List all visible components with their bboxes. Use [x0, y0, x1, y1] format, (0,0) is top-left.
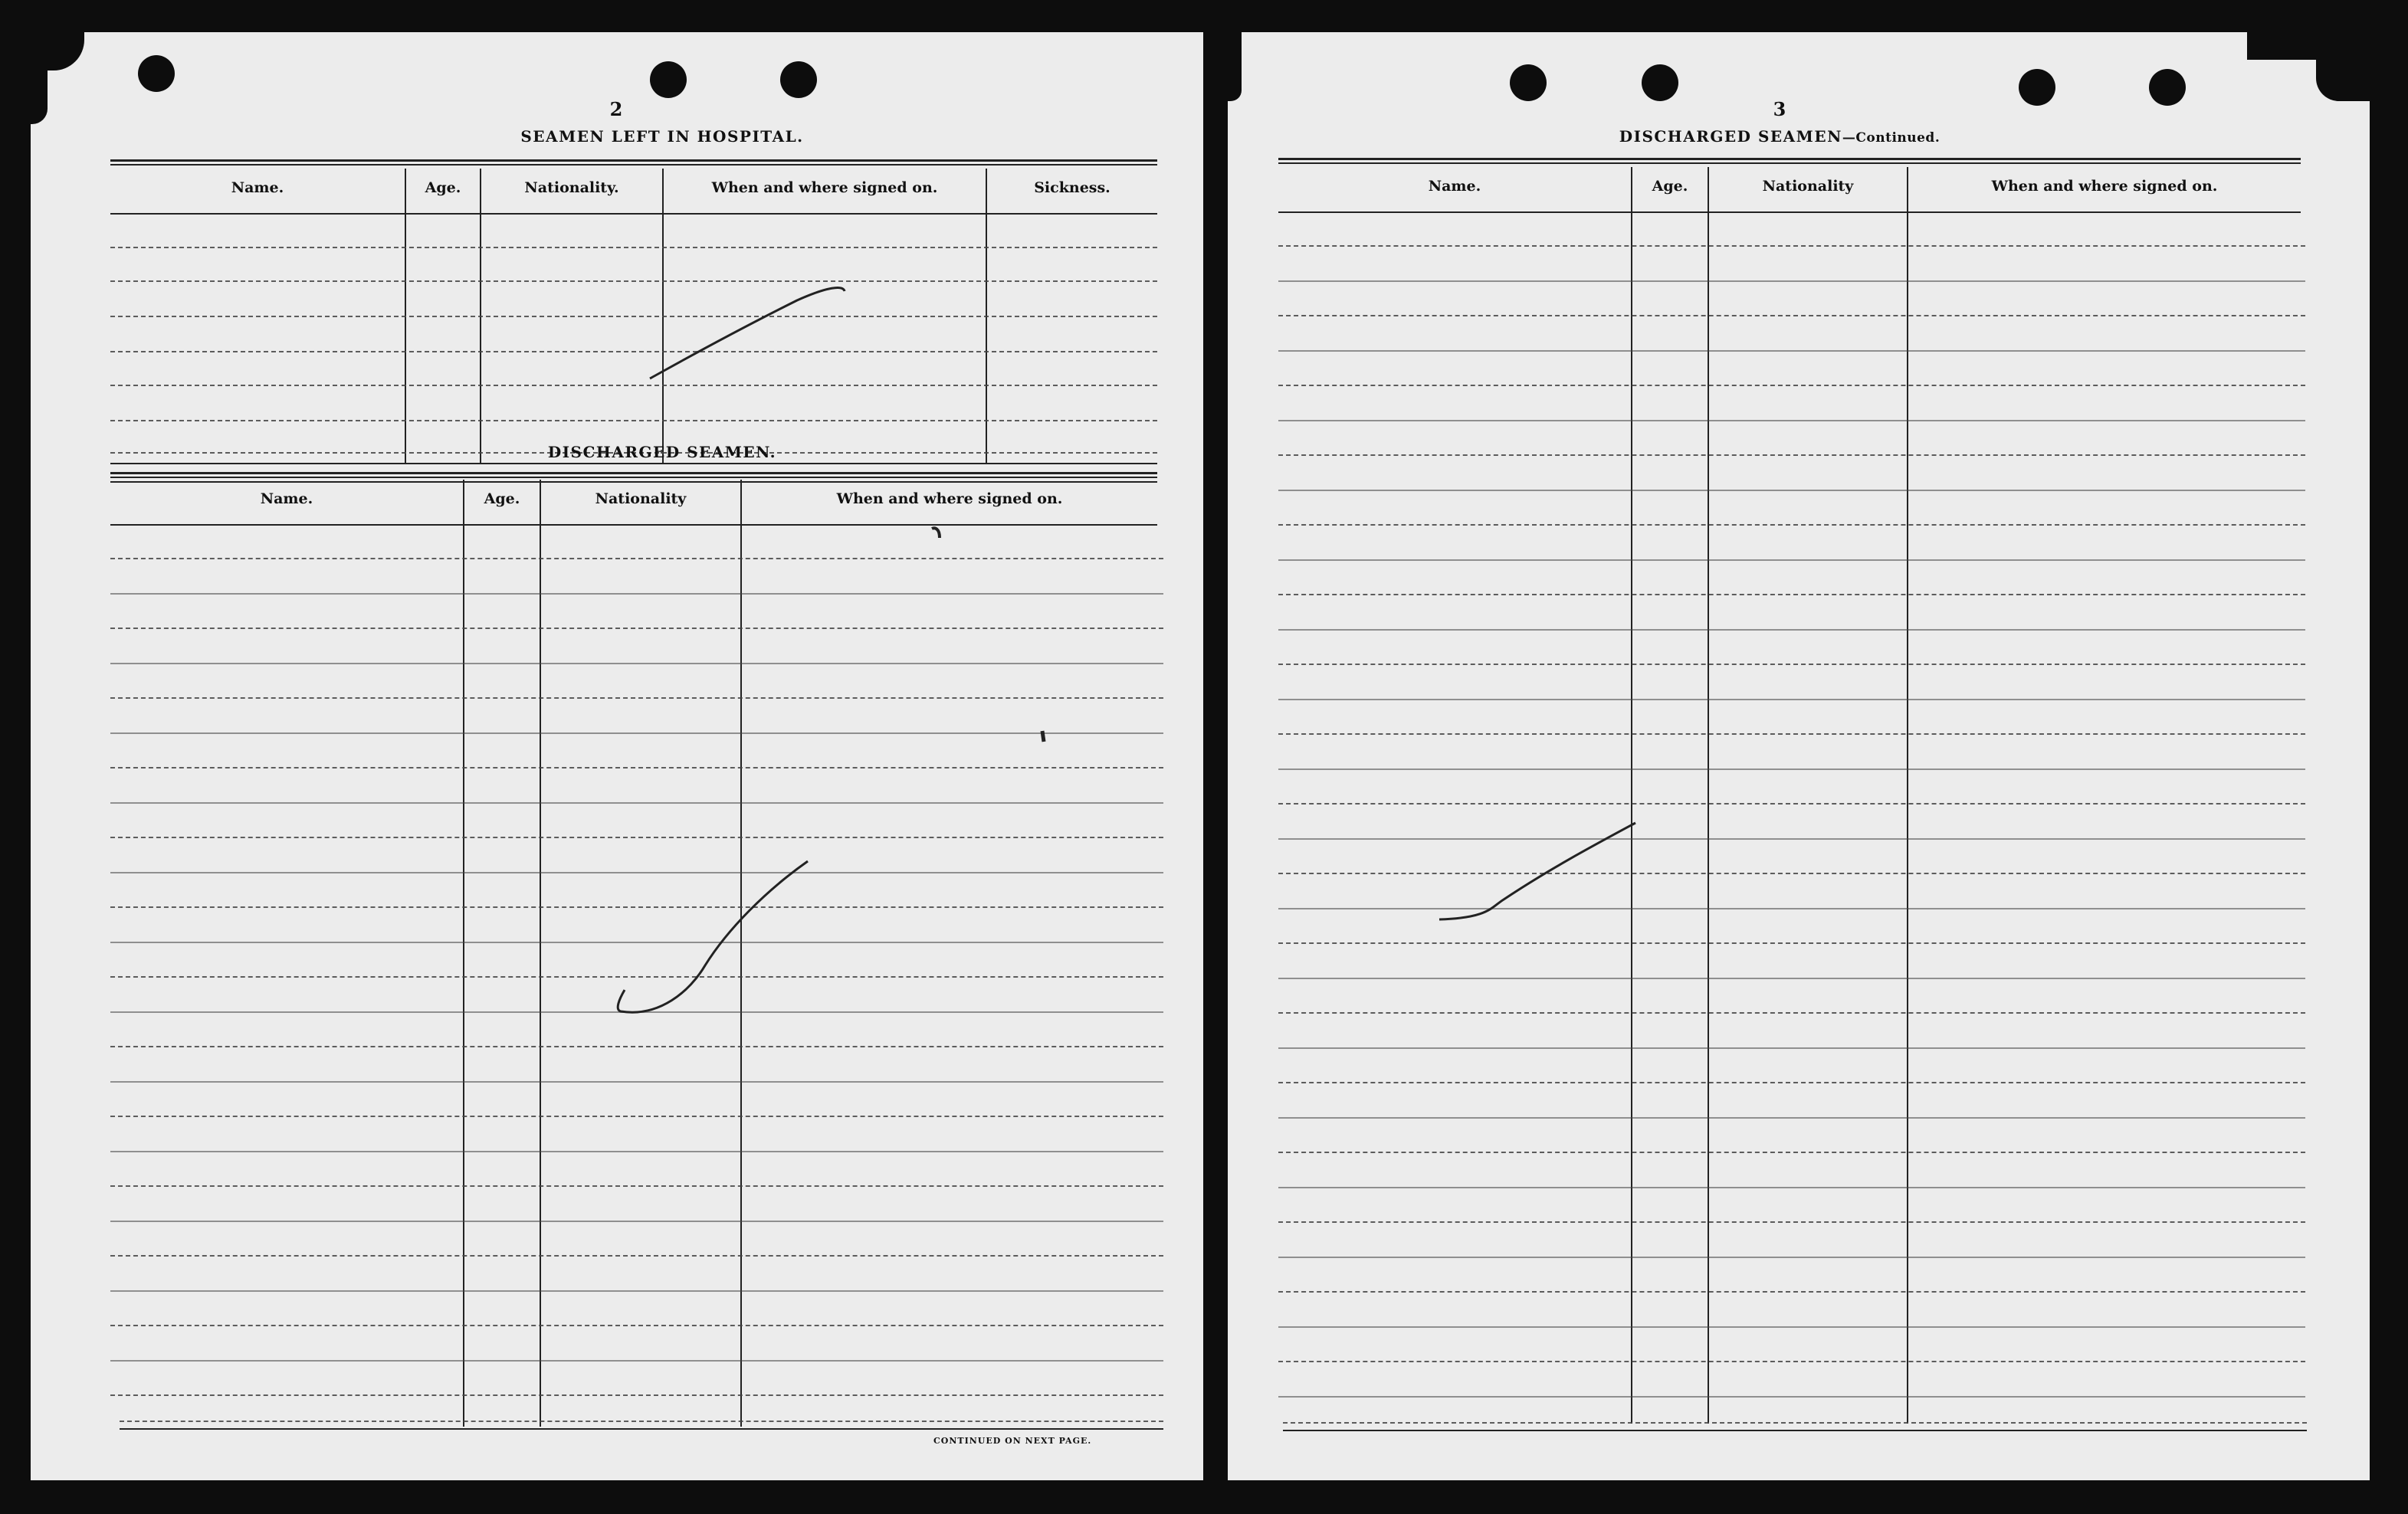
right-page: [1228, 32, 2370, 1480]
column-header-signed-on: When and where signed on.: [836, 490, 1063, 507]
left-page: [31, 32, 1203, 1480]
column-header-nationality: Nationality: [1762, 178, 1854, 195]
column-header-age: Age.: [425, 179, 461, 196]
column-header-nationality: Nationality: [595, 490, 687, 507]
page-number: 2: [609, 98, 623, 120]
column-header-sickness: Sickness.: [1034, 179, 1111, 196]
hospital-section-title: SEAMEN LEFT IN HOSPITAL.: [520, 127, 804, 146]
column-header-age: Age.: [1652, 178, 1688, 195]
column-header-age: Age.: [484, 490, 520, 507]
column-header-signed-on: When and where signed on.: [1991, 178, 2218, 195]
page-number: 3: [1773, 98, 1786, 120]
column-header-nationality: Nationality.: [524, 179, 619, 196]
column-header-signed-on: When and where signed on.: [711, 179, 938, 196]
column-header-name: Name.: [260, 490, 313, 507]
pen-stroke: [31, 32, 1203, 1480]
section-title-main: DISCHARGED SEAMEN: [1619, 127, 1842, 146]
continued-note: CONTINUED ON NEXT PAGE.: [933, 1436, 1092, 1446]
column-header-name: Name.: [231, 179, 284, 196]
column-header-name: Name.: [1428, 178, 1481, 195]
discharged-section-title: DISCHARGED SEAMEN.: [547, 443, 777, 461]
pen-stroke: [1228, 32, 2370, 1480]
section-title-suffix: —Continued.: [1842, 130, 1941, 146]
